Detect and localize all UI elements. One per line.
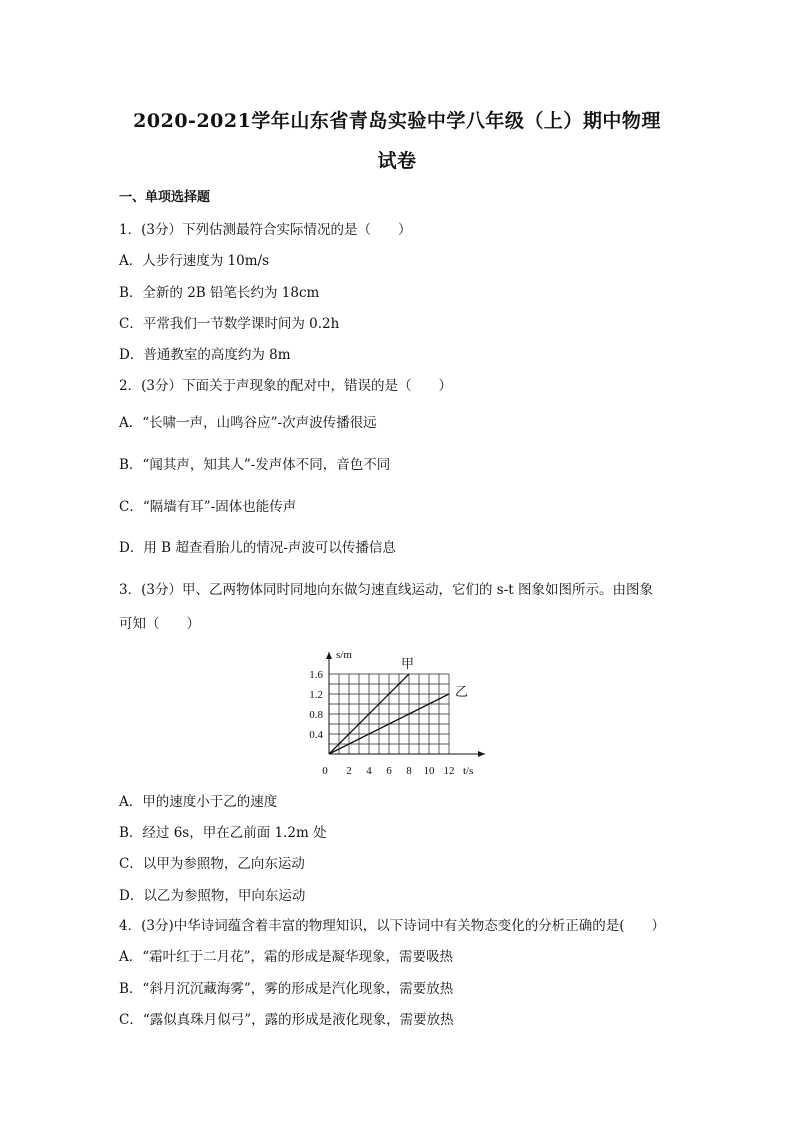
question-2-stem: 2．(3分）下面关于声现象的配对中，错误的是（ ） xyxy=(119,378,452,394)
question-1-option-d: D．普通教室的高度约为 8m xyxy=(119,347,291,363)
question-1-option-a: A．人步行速度为 10m/s xyxy=(119,253,269,269)
question-4-option-c: C．“露似真珠月似弓”，露的形成是液化现象，需要放热 xyxy=(119,1012,454,1028)
x-tick-label: 4 xyxy=(366,765,372,777)
y-tick-label: 1.2 xyxy=(309,689,323,701)
series-label-yi: 乙 xyxy=(455,684,469,699)
x-tick-label: 2 xyxy=(346,765,352,777)
question-4-option-b: B．“斜月沉沉藏海雾”，雾的形成是汽化现象，需要放热 xyxy=(119,981,454,997)
question-2-option-a: A．“长啸一声，山鸣谷应”-次声波传播很远 xyxy=(119,415,377,431)
question-4-stem: 4．(3分)中华诗词蕴含着丰富的物理知识，以下诗词中有关物态变化的分析正确的是( ） xyxy=(119,918,665,934)
question-3-option-c: C．以甲为参照物，乙向东运动 xyxy=(119,856,305,872)
question-3-stem-line1: 3．(3分）甲、乙两物体同时同地向东做匀速直线运动，它们的 s-t 图象如图所示。由图象 xyxy=(119,582,653,598)
section-heading: 一、单项选择题 xyxy=(119,190,211,205)
question-3-option-b: B．经过 6s，甲在乙前面 1.2m 处 xyxy=(119,825,327,841)
document-title-line1: 2020-2021学年山东省青岛实验中学八年级（上）期中物理 xyxy=(133,110,661,132)
question-4-option-a: A．“霜叶红于二月花”，霜的形成是凝华现象，需要吸热 xyxy=(119,949,454,965)
series-label-jia: 甲 xyxy=(401,656,415,671)
y-tick-label: 0.8 xyxy=(309,709,323,721)
question-1-stem: 1．(3分）下列估测最符合实际情况的是（ ） xyxy=(119,222,412,238)
question-3-option-d: D．以乙为参照物，甲向东运动 xyxy=(119,888,306,904)
y-axis-arrow xyxy=(326,652,332,659)
x-tick-label: 8 xyxy=(406,765,412,777)
question-3-stem-line2: 可知（ ） xyxy=(119,616,200,632)
x-tick-label: 10 xyxy=(423,765,435,777)
x-axis-label: t/s xyxy=(463,765,474,777)
question-1-option-c: C．平常我们一节数学课时间为 0.2h xyxy=(119,316,340,332)
document-title-line2: 试卷 xyxy=(377,150,417,172)
question-2-option-b: B．“闻其声，知其人”-发声体不同，音色不同 xyxy=(119,457,391,473)
y-axis-label: s/m xyxy=(336,649,352,661)
question-3-option-a: A．甲的速度小于乙的速度 xyxy=(119,794,278,810)
question-2-option-c: C．“隔墙有耳”-固体也能传声 xyxy=(119,499,297,515)
question-2-option-d: D．用 B 超查看胎儿的情况-声波可以传播信息 xyxy=(119,540,396,556)
st-graph xyxy=(300,646,500,782)
y-tick-label: 1.6 xyxy=(309,669,323,681)
y-tick-label: 0.4 xyxy=(309,729,323,741)
x-tick-label: 6 xyxy=(386,765,392,777)
question-1-option-b: B．全新的 2B 铅笔长约为 18cm xyxy=(119,285,320,301)
x-tick-label: 12 xyxy=(443,765,455,777)
x-tick-label: 0 xyxy=(322,765,328,777)
x-axis-arrow xyxy=(478,751,485,757)
